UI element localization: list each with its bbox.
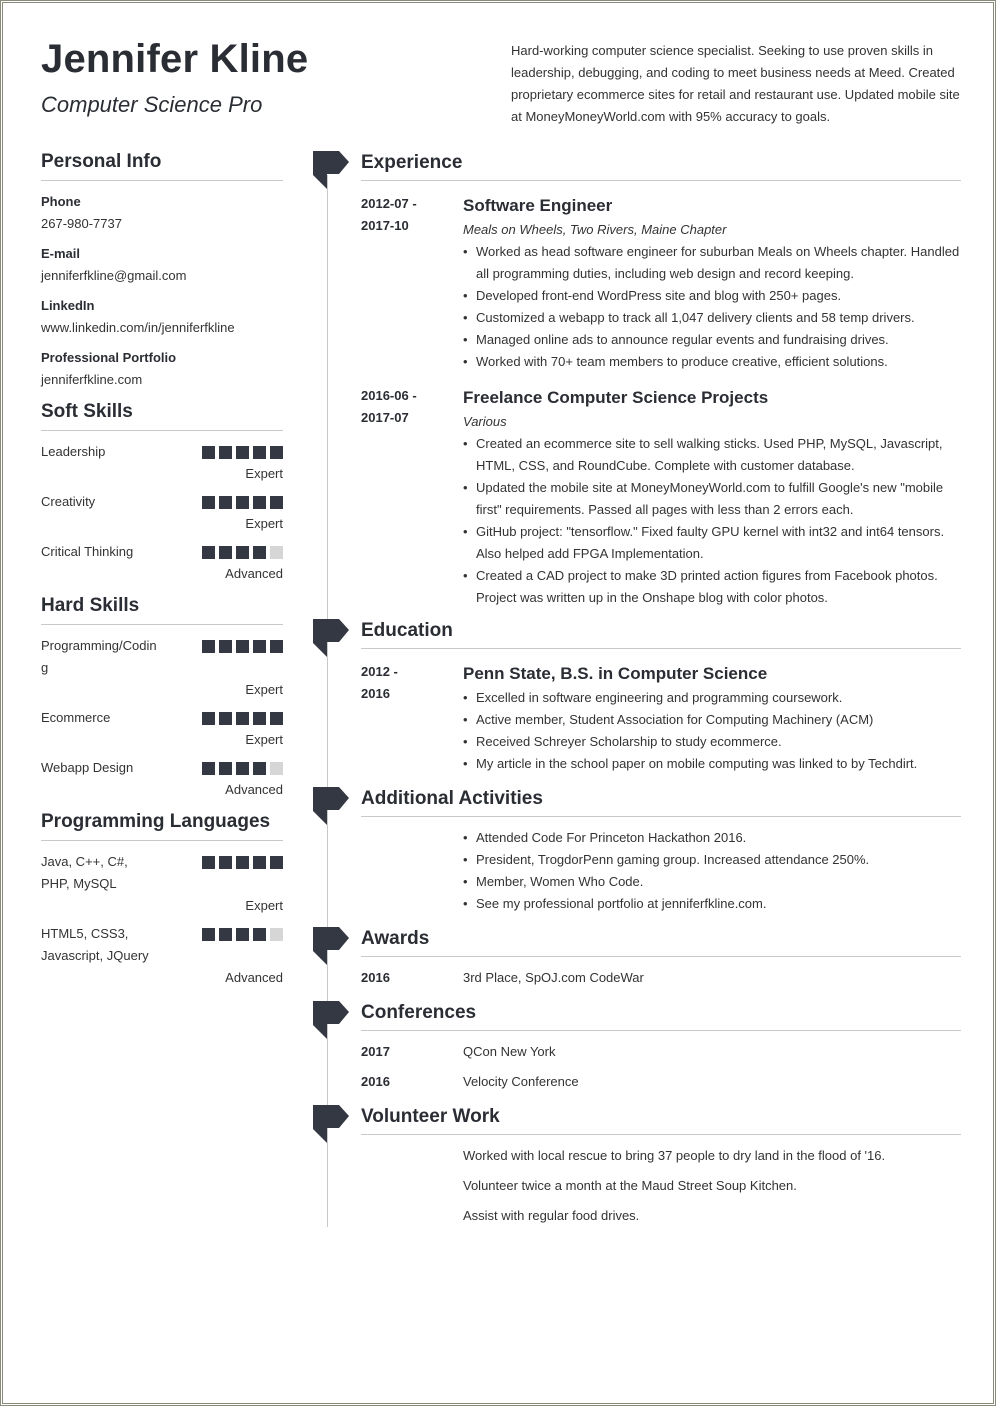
list-item: • My article in the school paper on mobile computing was linked to by Techdirt.: [463, 753, 961, 775]
experience-entry: [361, 193, 961, 373]
list-item: • Created an ecommerce site to sell walking sticks. Used PHP, MySQL, Javascript, HTML, CSS, and RoundCube. Complete with customer database.: [463, 433, 961, 477]
portfolio-link[interactable]: jenniferfkline.com: [41, 372, 143, 387]
rating-square-filled: [202, 928, 215, 941]
rating-square-filled: [253, 762, 266, 775]
info-label: Phone: [41, 194, 81, 209]
skill-level: Expert: [245, 898, 283, 913]
section-title: Soft Skills: [41, 401, 283, 431]
employer: Various: [463, 414, 507, 429]
volunteer-item: Volunteer twice a month at the Maud Street Soup Kitchen.: [463, 1178, 797, 1193]
info-item: [41, 243, 283, 287]
skill-name: Webapp Design: [41, 760, 134, 775]
info-label: LinkedIn: [41, 298, 95, 313]
skill-name: Leadership: [41, 444, 106, 459]
section-title: Education: [361, 619, 961, 649]
section-title: Awards: [361, 927, 961, 957]
bullet-list: [463, 433, 961, 609]
skill-name: Creativity: [41, 494, 96, 509]
skill-item: [41, 541, 283, 585]
activities-entry: [361, 827, 961, 915]
section-title: Programming Languages: [41, 811, 283, 841]
info-item: [41, 295, 283, 339]
bullet-list: [463, 827, 961, 915]
award-text: 3rd Place, SpOJ.com CodeWar: [463, 970, 644, 985]
conference-entry: [361, 1071, 961, 1093]
rating-square-filled: [202, 546, 215, 559]
left-column: [41, 151, 283, 999]
section-marker-icon: [313, 151, 349, 189]
rating-square-filled: [219, 546, 232, 559]
rating-square-filled: [202, 496, 215, 509]
conference-name: QCon New York: [463, 1044, 556, 1059]
rating-square-empty: [270, 546, 283, 559]
list-item: • Received Schreyer Scholarship to study ecommerce.: [463, 731, 961, 753]
skill-rating: [202, 546, 283, 559]
rating-square-filled: [253, 446, 266, 459]
rating-square-filled: [202, 640, 215, 653]
entry-body: [463, 385, 961, 609]
experience-entry: [361, 385, 961, 609]
section-marker-icon: [313, 619, 349, 657]
rating-square-filled: [219, 856, 232, 869]
skill-name: HTML5, CSS3, Javascript, JQuery: [41, 926, 149, 963]
rating-square-empty: [270, 762, 283, 775]
skill-level: Expert: [245, 682, 283, 697]
skill-rating: [202, 856, 283, 869]
entry-dates: [361, 193, 441, 237]
section-title: Experience: [361, 151, 961, 181]
skill-item: [41, 757, 283, 801]
rating-square-filled: [236, 640, 249, 653]
section-marker-icon: [313, 927, 349, 965]
bullet-list: [463, 241, 961, 373]
volunteer-section: [361, 1105, 961, 1227]
education-section: [361, 619, 961, 775]
conference-year: 2017: [361, 1044, 390, 1059]
rating-square-filled: [270, 640, 283, 653]
rating-square-filled: [270, 712, 283, 725]
skill-item: [41, 851, 283, 917]
info-label: Professional Portfolio: [41, 350, 177, 365]
conferences-section: [361, 1001, 961, 1093]
volunteer-item: Assist with regular food drives.: [463, 1208, 640, 1223]
awards-section: [361, 927, 961, 989]
section-marker-icon: [313, 787, 349, 825]
skill-level: Expert: [245, 732, 283, 747]
skill-name: Ecommerce: [41, 710, 111, 725]
section-title: Volunteer Work: [361, 1105, 961, 1135]
list-item: • President, TrogdorPenn gaming group. Increased attendance 250%.: [463, 849, 961, 871]
date-start: 2012 -: [361, 664, 398, 679]
skill-rating: [202, 496, 283, 509]
award-year: 2016: [361, 970, 390, 985]
languages-section: [41, 811, 283, 989]
entry-body: [463, 827, 961, 915]
bullet-list: [463, 687, 961, 775]
award-entry: [361, 967, 961, 989]
rating-square-empty: [270, 928, 283, 941]
list-item: • Managed online ads to announce regular events and fundraising drives.: [463, 329, 961, 351]
info-item: [41, 347, 283, 391]
volunteer-item: Worked with local rescue to bring 37 people to dry land in the flood of '16.: [463, 1148, 886, 1163]
rating-square-filled: [253, 712, 266, 725]
skill-name: Java, C++, C#, PHP, MySQL: [41, 854, 128, 891]
email-link[interactable]: jenniferfkline@gmail.com: [41, 268, 187, 283]
conference-year: 2016: [361, 1074, 390, 1089]
rating-square-filled: [236, 712, 249, 725]
skill-level: Advanced: [225, 566, 283, 581]
phone-value: 267-980-7737: [41, 216, 122, 231]
skill-level: Expert: [245, 516, 283, 531]
rating-square-filled: [253, 856, 266, 869]
skill-item: [41, 441, 283, 485]
experience-section: [361, 151, 961, 609]
info-label: E-mail: [41, 246, 81, 261]
skill-name: Programming/Coding: [41, 638, 157, 675]
skill-item: [41, 491, 283, 535]
education-entry: [361, 661, 961, 775]
entry-dates: [361, 385, 441, 429]
rating-square-filled: [219, 640, 232, 653]
list-item: • Excelled in software engineering and programming coursework.: [463, 687, 961, 709]
rating-square-filled: [219, 928, 232, 941]
section-title: Additional Activities: [361, 787, 961, 817]
skill-rating: [202, 762, 283, 775]
list-item: • Worked as head software engineer for suburban Meals on Wheels chapter. Handled all programming duties, including web design and record keeping.: [463, 241, 961, 285]
candidate-title: Computer Science Pro: [41, 92, 263, 117]
rating-square-filled: [236, 446, 249, 459]
candidate-name: Jennifer Kline: [41, 37, 309, 81]
rating-square-filled: [270, 496, 283, 509]
list-item: • Worked with 70+ team members to produce creative, efficient solutions.: [463, 351, 961, 373]
date-start: 2016-06 -: [361, 388, 417, 403]
list-item: • Developed front-end WordPress site and blog with 250+ pages.: [463, 285, 961, 307]
skill-item: [41, 635, 283, 701]
rating-square-filled: [253, 546, 266, 559]
rating-square-filled: [202, 446, 215, 459]
rating-square-filled: [219, 496, 232, 509]
personal-info-section: [41, 151, 283, 391]
skill-level: Advanced: [225, 970, 283, 985]
rating-square-filled: [236, 496, 249, 509]
skill-level: Advanced: [225, 782, 283, 797]
list-item: • See my professional portfolio at jenniferfkline.com.: [463, 893, 961, 915]
conference-name: Velocity Conference: [463, 1074, 579, 1089]
rating-square-filled: [253, 640, 266, 653]
linkedin-link[interactable]: www.linkedin.com/in/jenniferfkline: [41, 320, 235, 335]
rating-square-filled: [270, 856, 283, 869]
date-end: 2017-10: [361, 218, 409, 233]
rating-square-filled: [219, 712, 232, 725]
list-item: • Customized a webapp to track all 1,047 delivery clients and 58 temp drivers.: [463, 307, 961, 329]
skill-rating: [202, 712, 283, 725]
rating-square-filled: [219, 446, 232, 459]
skill-item: [41, 707, 283, 751]
skill-rating: [202, 928, 283, 941]
rating-square-filled: [253, 928, 266, 941]
skill-level: Expert: [245, 466, 283, 481]
section-title: Hard Skills: [41, 595, 283, 625]
rating-square-filled: [219, 762, 232, 775]
list-item: • Active member, Student Association for Computing Machinery (ACM): [463, 709, 961, 731]
skill-name: Critical Thinking: [41, 544, 134, 559]
rating-square-filled: [202, 712, 215, 725]
rating-square-filled: [202, 856, 215, 869]
soft-skills-section: [41, 401, 283, 585]
date-end: 2016: [361, 686, 390, 701]
rating-square-filled: [202, 762, 215, 775]
list-item: • Updated the mobile site at MoneyMoneyWorld.com to fulfill Google's new "mobile first" requirements. Passed all pages with less than 2 errors each.: [463, 477, 961, 521]
list-item: • Created a CAD project to make 3D printed action figures from Facebook photos. Project was written up in the Onshape blog with color photos.: [463, 565, 961, 609]
skill-item: [41, 923, 283, 989]
entry-dates: [361, 661, 441, 705]
list-item: • Attended Code For Princeton Hackathon 2016.: [463, 827, 961, 849]
rating-square-filled: [236, 546, 249, 559]
list-item: • GitHub project: "tensorflow." Fixed faulty GPU kernel with int32 and int64 tensors. Also helped add FPGA Implementation.: [463, 521, 961, 565]
section-title: Personal Info: [41, 151, 283, 181]
volunteer-list: [463, 1145, 961, 1227]
rating-square-filled: [236, 928, 249, 941]
list-item: • Member, Women Who Code.: [463, 871, 961, 893]
summary-text: Hard-working computer science specialist. Seeking to use proven skills in leadership, debugging, and coding to meet business needs at Meed. Created proprietary ecommerce sites for retail and restaurant use. Updated mobile site at MoneyMoneyWorld.com with 95% accuracy to goals.: [511, 43, 960, 124]
rating-square-filled: [253, 496, 266, 509]
rating-square-filled: [236, 856, 249, 869]
section-marker-icon: [313, 1001, 349, 1039]
rating-square-filled: [270, 446, 283, 459]
entry-body: [463, 193, 961, 373]
employer: Meals on Wheels, Two Rivers, Maine Chapter: [463, 222, 727, 237]
section-marker-icon: [313, 1105, 349, 1143]
activities-section: [361, 787, 961, 915]
date-end: 2017-07: [361, 410, 409, 425]
degree-title: Penn State, B.S. in Computer Science: [463, 664, 768, 683]
job-title: Freelance Computer Science Projects: [463, 388, 769, 407]
timeline-line: [327, 175, 328, 1227]
date-start: 2012-07 -: [361, 196, 417, 211]
section-title: Conferences: [361, 1001, 961, 1031]
skill-rating: [202, 640, 283, 653]
info-item: [41, 191, 283, 235]
skill-rating: [202, 446, 283, 459]
conference-entry: [361, 1041, 961, 1063]
entry-body: [463, 661, 961, 775]
job-title: Software Engineer: [463, 196, 613, 215]
hard-skills-section: [41, 595, 283, 801]
rating-square-filled: [236, 762, 249, 775]
